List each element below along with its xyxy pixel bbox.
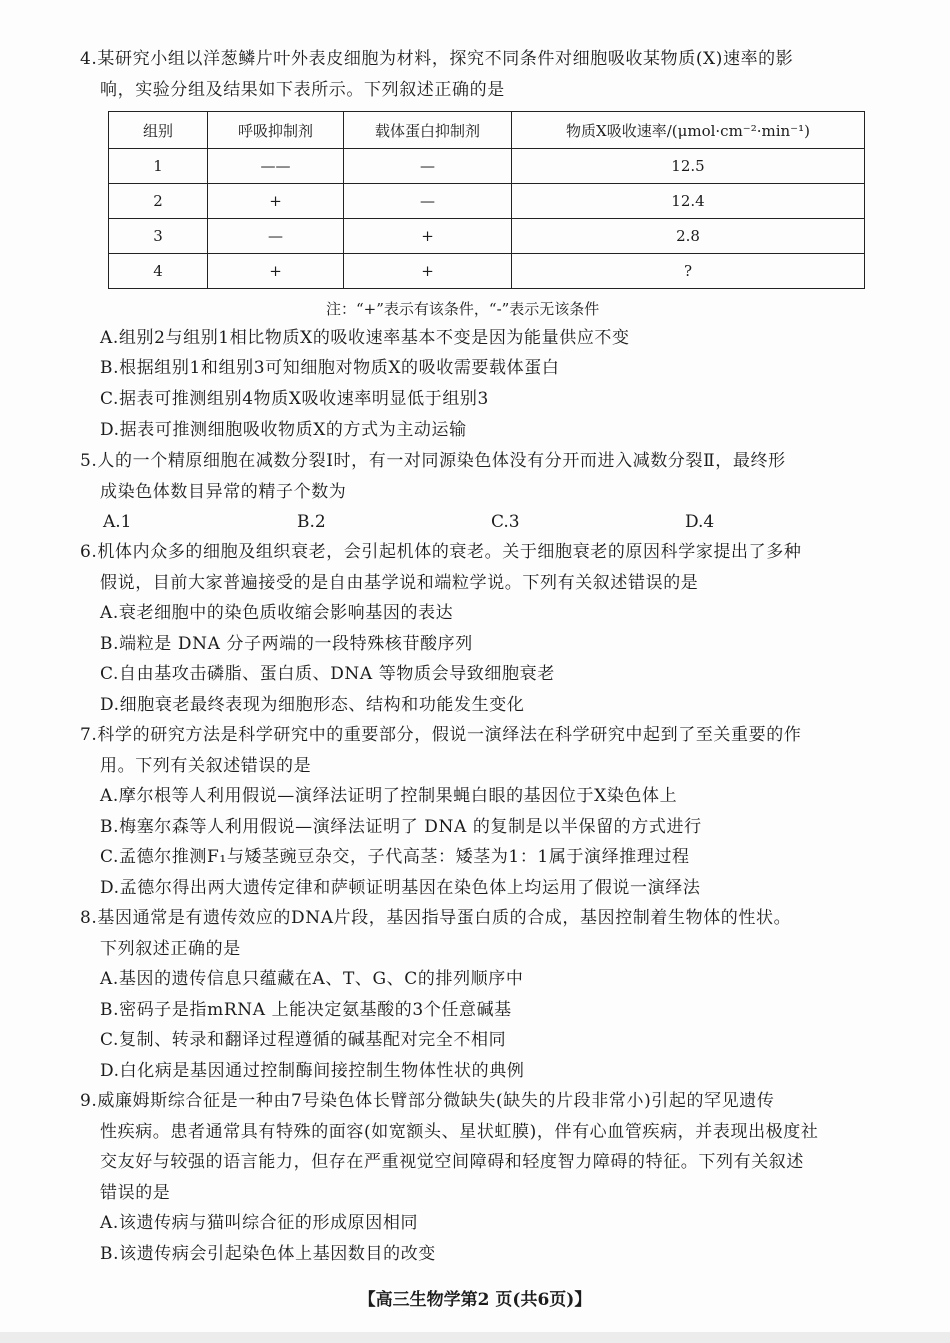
q9-stem-line2: 性疾病。患者通常具有特殊的面容(如宽额头、星状虹膜)，伴有心血管疾病，并表现出极度社	[100, 1122, 819, 1142]
table-note: 注：“+”表示有该条件，“-”表示无该条件	[326, 300, 600, 318]
table-cell: +	[208, 254, 344, 289]
table-cell: +	[344, 254, 512, 289]
table-cell: 12.5	[512, 149, 865, 184]
q8-option-c: C.复制、转录和翻译过程遵循的碱基配对完全不相同	[100, 1030, 507, 1050]
table-cell: —	[344, 149, 512, 184]
q6-option-d: D.细胞衰老最终表现为细胞形态、结构和功能发生变化	[100, 695, 525, 715]
table-cell: +	[344, 219, 512, 254]
table-header-cell: 载体蛋白抑制剂	[344, 112, 512, 149]
q7-option-c: C.孟德尔推测F₁与矮茎豌豆杂交，子代高茎：矮茎为1：1属于演绎推理过程	[100, 847, 690, 867]
q7-stem-line2: 用。下列有关叙述错误的是	[100, 756, 312, 776]
q4-stem-line2: 响，实验分组及结果如下表所示。下列叙述正确的是	[100, 80, 505, 100]
table-header-cell: 呼吸抑制剂	[208, 112, 344, 149]
q9-option-a: A.该遗传病与猫叫综合征的形成原因相同	[100, 1213, 419, 1233]
q6-stem-line2: 假说，目前大家普遍接受的是自由基学说和端粒学说。下列有关叙述错误的是	[100, 573, 699, 593]
table-header-cell: 组别	[109, 112, 208, 149]
q4-option-d: D.据表可推测细胞吸收物质X的方式为主动运输	[100, 420, 467, 440]
q9-stem-line3: 交友好与较强的语言能力，但存在严重视觉空间障碍和轻度智力障碍的特征。下列有关叙述	[100, 1152, 804, 1172]
q6-option-c: C.自由基攻击磷脂、蛋白质、DNA 等物质会导致细胞衰老	[100, 664, 555, 684]
table-cell: ——	[208, 149, 344, 184]
page-footer: 【高三生物学第2 页(共6页)】	[358, 1290, 592, 1310]
table-cell: 2.8	[512, 219, 865, 254]
q6-stem-line1: 6.机体内众多的细胞及组织衰老，会引起机体的衰老。关于细胞衰老的原因科学家提出了多种	[80, 542, 802, 562]
q7-option-b: B.梅塞尔森等人利用假说—演绎法证明了 DNA 的复制是以半保留的方式进行	[100, 817, 702, 837]
table-cell: —	[208, 219, 344, 254]
page-bottom-edge	[0, 1332, 950, 1343]
q8-option-d: D.白化病是基因通过控制酶间接控制生物体性状的典例	[100, 1061, 525, 1081]
q5-option-b: B.2	[297, 512, 326, 532]
q6-option-a: A.衰老细胞中的染色质收缩会影响基因的表达	[100, 603, 454, 623]
q5-option-d: D.4	[685, 512, 715, 532]
table-cell: —	[344, 184, 512, 219]
table-row	[109, 254, 865, 289]
q9-option-b: B.该遗传病会引起染色体上基因数目的改变	[100, 1244, 436, 1264]
table-header-cell: 物质X吸收速率/(μmol·cm⁻²·min⁻¹)	[512, 112, 865, 149]
q5-option-c: C.3	[491, 512, 520, 532]
q5-option-a: A.1	[103, 512, 132, 532]
q7-option-d: D.孟德尔得出两大遗传定律和萨顿证明基因在染色体上均运用了假说一演绎法	[100, 878, 701, 898]
q4-stem-line1: 4.某研究小组以洋葱鳞片叶外表皮细胞为材料，探究不同条件对细胞吸收某物质(X)速率的影	[80, 49, 794, 69]
q9-stem-line1: 9.威廉姆斯综合征是一种由7号染色体长臂部分微缺失(缺失的片段非常小)引起的罕见遗传	[80, 1091, 775, 1111]
table-row	[109, 219, 865, 254]
table-cell: 1	[109, 149, 208, 184]
q4-option-b: B.根据组别1和组别3可知细胞对物质X的吸收需要载体蛋白	[100, 358, 560, 378]
table-cell: 2	[109, 184, 208, 219]
q6-option-b: B.端粒是 DNA 分子两端的一段特殊核苷酸序列	[100, 634, 473, 654]
table-row	[109, 149, 865, 184]
table-cell: 4	[109, 254, 208, 289]
q4-option-a: A.组别2与组别1相比物质X的吸收速率基本不变是因为能量供应不变	[100, 328, 630, 348]
table-cell: ?	[512, 254, 865, 289]
q7-stem-line1: 7.科学的研究方法是科学研究中的重要部分，假说一演绎法在科学研究中起到了至关重要的作	[80, 725, 802, 745]
experiment-table	[108, 111, 865, 289]
q8-option-b: B.密码子是指mRNA 上能决定氨基酸的3个任意碱基	[100, 1000, 512, 1020]
q9-stem-line4: 错误的是	[100, 1183, 171, 1203]
table-cell: 12.4	[512, 184, 865, 219]
q8-stem-line1: 8.基因通常是有遗传效应的DNA片段，基因指导蛋白质的合成，基因控制着生物体的性状。	[80, 908, 792, 928]
table-header-row	[109, 112, 865, 149]
q5-stem-line1: 5.人的一个精原细胞在减数分裂Ⅰ时，有一对同源染色体没有分开而进入减数分裂Ⅱ，最终形	[80, 451, 786, 471]
q8-option-a: A.基因的遗传信息只蕴藏在A、T、G、C的排列顺序中	[100, 969, 524, 989]
table-cell: +	[208, 184, 344, 219]
q8-stem-line2: 下列叙述正确的是	[100, 939, 241, 959]
q4-option-c: C.据表可推测组别4物质X吸收速率明显低于组别3	[100, 389, 489, 409]
table-row	[109, 184, 865, 219]
q5-stem-line2: 成染色体数目异常的精子个数为	[100, 482, 347, 502]
q7-option-a: A.摩尔根等人利用假说—演绎法证明了控制果蝇白眼的基因位于X染色体上	[100, 786, 678, 806]
table-cell: 3	[109, 219, 208, 254]
